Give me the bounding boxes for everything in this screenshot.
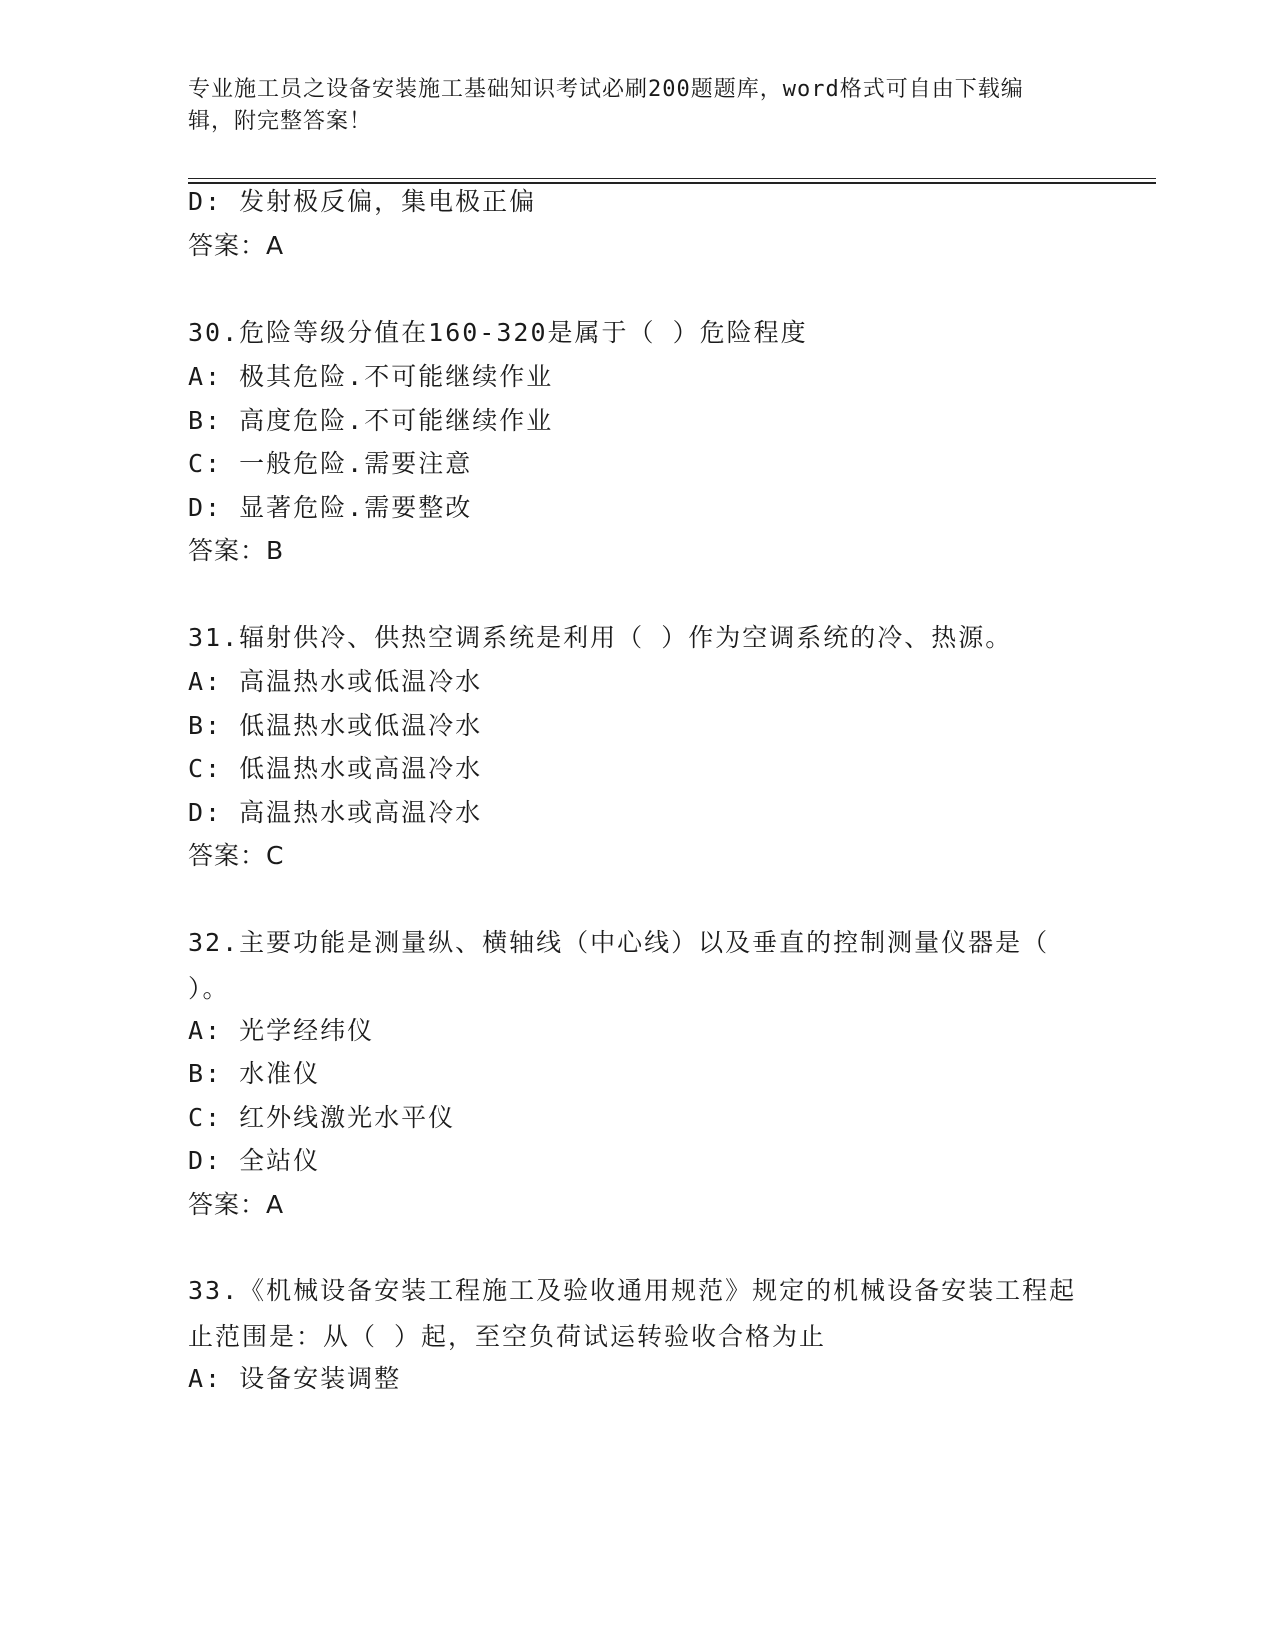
q30-answer: 答案：B: [188, 536, 285, 565]
q33-option-a: A: 设备安装调整: [188, 1364, 402, 1393]
q32-answer: 答案：A: [188, 1190, 285, 1219]
q30-option-d: D: 显著危险.需要整改: [188, 493, 473, 522]
q32-option-b: B: 水准仪: [188, 1059, 321, 1088]
q30-question: 30.危险等级分值在160-320是属于（ ）危险程度: [188, 318, 808, 347]
q32-option-d: D: 全站仪: [188, 1146, 321, 1175]
q32-option-a: A: 光学经纬仪: [188, 1016, 375, 1045]
q31-option-b: B: 低温热水或低温冷水: [188, 711, 483, 740]
document-header: 专业施工员之设备安装施工基础知识考试必刷200题题库，word格式可自由下载编辑，附完整答案！: [188, 77, 1024, 134]
q31-option-c: C: 低温热水或高温冷水: [188, 754, 483, 783]
prev-option-d: D: 发射极反偏，集电极正偏: [188, 187, 537, 216]
q33-question: 33.《机械设备安装工程施工及验收通用规范》规定的机械设备安装工程起止范围是：从（ ）起，至空负荷试运转验收合格为止: [188, 1276, 1077, 1351]
q31-option-d: D: 高温热水或高温冷水: [188, 798, 483, 827]
prev-answer: 答案：A: [188, 231, 285, 260]
q32-question: 32.主要功能是测量纵、横轴线（中心线）以及垂直的控制测量仪器是（ ）。: [188, 928, 1050, 1003]
q30-option-a: A: 极其危险.不可能继续作业: [188, 362, 554, 391]
q30-option-b: B: 高度危险.不可能继续作业: [188, 406, 554, 435]
header-divider-thick: [188, 182, 1156, 184]
q32-option-c: C: 红外线激光水平仪: [188, 1103, 456, 1132]
q31-question: 31.辐射供冷、供热空调系统是利用（ ）作为空调系统的冷、热源。: [188, 623, 1013, 652]
q31-option-a: A: 高温热水或低温冷水: [188, 667, 483, 696]
q30-option-c: C: 一般危险.需要注意: [188, 449, 473, 478]
header-divider: [188, 178, 1156, 179]
q31-answer: 答案：C: [188, 841, 285, 870]
